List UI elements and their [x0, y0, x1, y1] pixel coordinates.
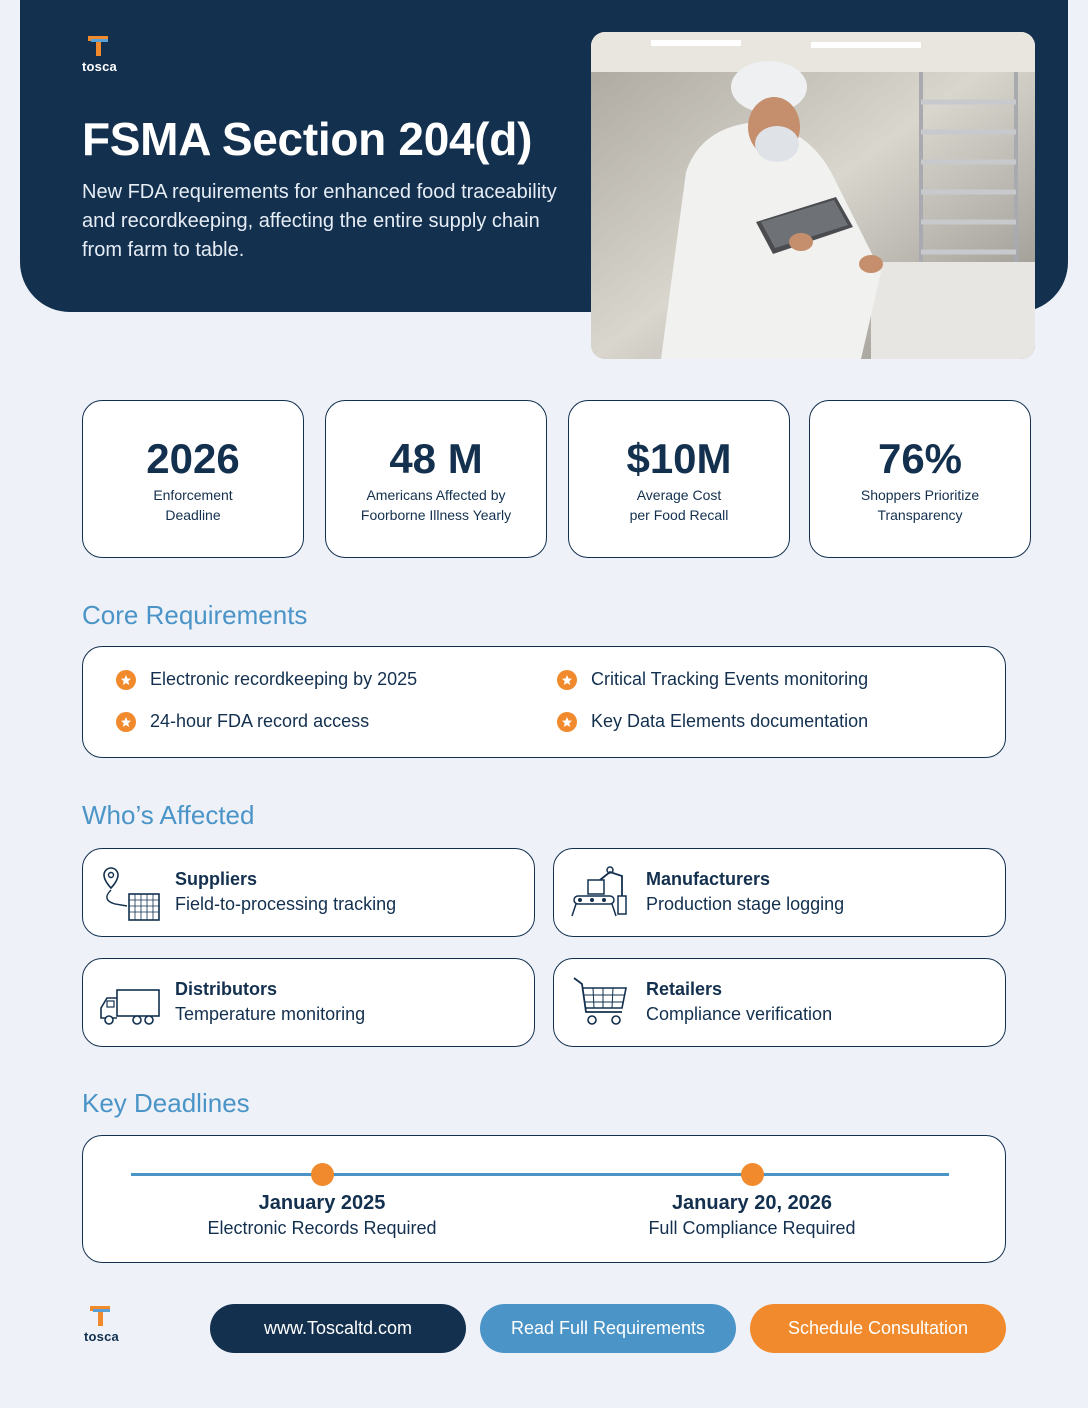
stat-label: Average Cost per Food Recall — [629, 487, 729, 523]
robot-arm-conveyor-icon — [570, 866, 632, 922]
affected-card-distributors — [82, 958, 535, 1047]
affected-desc: Compliance verification — [646, 1004, 833, 1024]
affected-desc: Temperature monitoring — [175, 1004, 366, 1024]
stat-card-recall-cost — [568, 400, 790, 558]
affected-title: Distributors — [175, 979, 278, 999]
hero-photo — [591, 32, 1035, 359]
whos-affected-heading: Who’s Affected — [82, 800, 255, 830]
truck-icon — [99, 976, 161, 1032]
timeline-marker — [311, 1163, 334, 1186]
star-icon — [557, 712, 577, 732]
schedule-consultation-button[interactable]: Schedule Consultation — [750, 1304, 1006, 1353]
logo-text: tosca — [82, 59, 117, 74]
affected-title: Retailers — [646, 979, 723, 999]
timeline-marker — [741, 1163, 764, 1186]
affected-card-manufacturers — [553, 848, 1006, 937]
affected-title: Manufacturers — [646, 869, 771, 889]
stat-value: 2026 — [146, 435, 240, 482]
page-title: FSMA Section 204(d) — [82, 113, 533, 165]
core-requirements-heading: Core Requirements — [82, 600, 308, 630]
stat-value: 48 M — [389, 435, 483, 482]
deadlines-timeline — [82, 1135, 1006, 1263]
list-item: Critical Tracking Events monitoring — [557, 669, 868, 690]
affected-title: Suppliers — [175, 869, 258, 889]
deadline-date: January 2025 — [258, 1192, 386, 1214]
tosca-logo-icon — [88, 36, 110, 58]
timeline-line — [131, 1173, 949, 1176]
shopping-cart-icon — [570, 976, 632, 1032]
list-item: Electronic recordkeeping by 2025 — [116, 669, 417, 690]
deadline-date: January 20, 2026 — [671, 1192, 833, 1214]
stat-label: Shoppers Prioritize Transparency — [860, 487, 980, 523]
star-icon — [557, 670, 577, 690]
list-item: Key Data Elements documentation — [557, 711, 868, 732]
core-requirements-list — [82, 646, 1006, 758]
stat-value: 76% — [877, 435, 963, 482]
stat-label: Enforcement Deadline — [153, 487, 233, 523]
stat-value: $10M — [626, 435, 732, 482]
tosca-logo — [82, 36, 117, 74]
key-deadlines-heading: Key Deadlines — [82, 1088, 250, 1118]
affected-desc: Production stage logging — [646, 894, 845, 914]
stat-card-deadline — [82, 400, 304, 558]
website-button[interactable]: www.Toscaltd.com — [210, 1304, 466, 1353]
star-icon — [116, 712, 136, 732]
affected-card-suppliers — [82, 848, 535, 937]
logo-text: tosca — [84, 1329, 119, 1344]
deadline-desc: Electronic Records Required — [207, 1218, 437, 1238]
map-pin-crate-icon — [99, 866, 161, 922]
star-icon — [116, 670, 136, 690]
page-subtitle: New FDA requirements for enhanced food traceability and recordkeeping, affecting the entire supply chain from farm to table. — [82, 181, 557, 261]
tosca-logo-icon — [90, 1306, 112, 1328]
food-worker-photo-illustration — [591, 32, 1035, 359]
list-item: 24-hour FDA record access — [116, 711, 369, 732]
affected-desc: Field-to-processing tracking — [175, 894, 397, 914]
stat-card-americans — [325, 400, 547, 558]
affected-card-retailers — [553, 958, 1006, 1047]
stat-label: Americans Affected by Foorborne Illness Yearly — [360, 487, 512, 523]
deadline-desc: Full Compliance Required — [648, 1218, 856, 1238]
read-requirements-button[interactable]: Read Full Requirements — [480, 1304, 736, 1353]
tosca-logo-footer — [84, 1306, 119, 1344]
stat-card-transparency — [809, 400, 1031, 558]
